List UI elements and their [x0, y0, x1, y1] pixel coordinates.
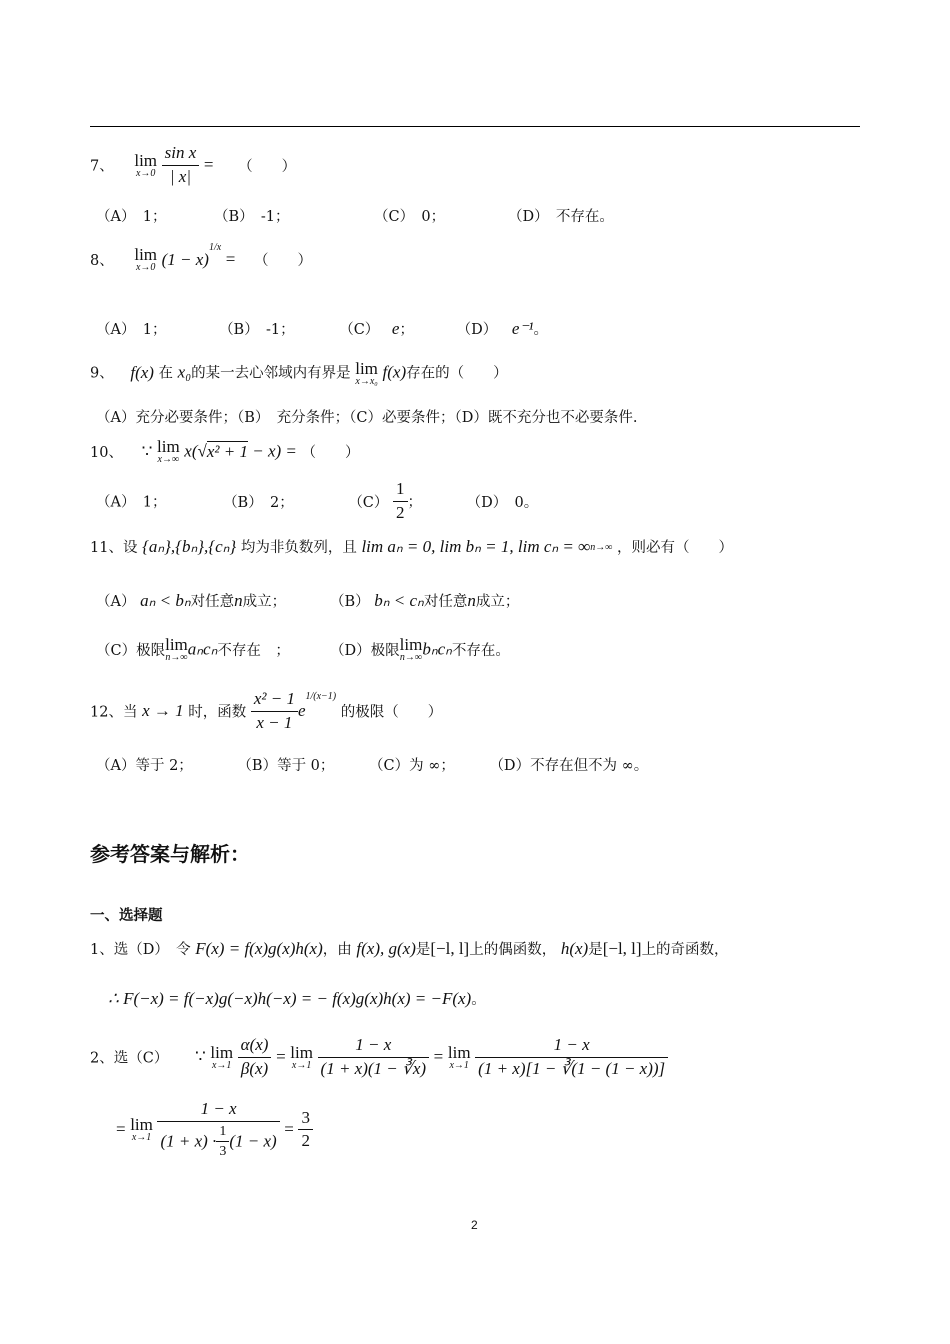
- q7-option-c: （C） 0；: [374, 209, 446, 225]
- answer-2-line-2: = lim x→1 1 − x (1 + x) · $\frac{1}{3}$ (1 − x) = $\frac{3}{2}$: [116, 1100, 313, 1159]
- q9-options: （A）充分必要条件；（B） 充分条件；（C）必要条件；（D）既不充分也不必要条件.: [96, 410, 638, 426]
- answer-blank: （ ）: [254, 253, 312, 269]
- q8-options: （A） 1； （B） -1； （C） e； （D） e⁻¹。: [96, 319, 548, 338]
- header-rule: [90, 126, 860, 127]
- answers-heading: 参考答案与解析：: [90, 842, 250, 866]
- question-10: 10、 ∵ lim x→∞ x(√x² + 1 − x) = （ ）: [90, 437, 360, 465]
- question-12: 12、当 x → 1 时，函数 $\frac{\text{x² − 1}}{x - 1}$ $e^{1/(x-1)}$ 的极限（ ）: [90, 689, 443, 732]
- q12-options: （A）等于 2； （B）等于 0； （C）为 ∞； （D）不存在但不为 ∞。: [96, 758, 649, 774]
- limit: lim x→0: [134, 245, 158, 273]
- page-number: 2: [471, 1218, 478, 1232]
- q11-option-a: （A） aₙ < bₙ对任意n成立；: [96, 591, 287, 610]
- answer-1-line-2: ∴ F(−x) = f(−x)g(−x)h(−x) = − f(x)g(x)h(x) = −F(x)。: [108, 989, 486, 1008]
- answer-1: 1、选（D） 令 F(x) = f(x)g(x)h(x)，由 f(x), g(x)是[−l, l]上的偶函数， h(x)是[−l, l]上的奇函数，: [90, 939, 729, 958]
- question-number: 8、: [90, 253, 114, 269]
- answer-2: 2、选（C） ∵ lim x→1 $\frac{\alpha(x)}{\beta(x)}$ = lim x→1 $\frac{1 - x}{(1 + x)(1 - ∛x)}$ = lim x→1 $\frac{1 - x}{(1 + x)[1 - ∛(1 - (1 - x))]}$: [90, 1036, 668, 1078]
- q11-option-c: （C）极限 lim n→∞ aₙcₙ不存在 ；: [96, 635, 290, 663]
- question-number: 7、: [90, 158, 114, 175]
- fraction: $\frac{\text{sin x}}{| x|}$: [162, 144, 200, 186]
- q7-option-d: （D） 不存在。: [508, 209, 614, 225]
- question-11: 11、设 {aₙ},{bₙ},{cₙ} 均为非负数列，且 lim aₙ = 0, lim bₙ = 1, lim cₙ = ∞ n→∞ ，则必有（ ）: [90, 537, 734, 556]
- question-8: 8、 lim x→0 $(1 - x)^{1/x}$ = （ ）: [90, 241, 312, 273]
- question-9: 9、 f(x) 在 x₀的某一去心邻域内有界是 lim x→x₀ f(x)存在的（ ）: [90, 359, 508, 387]
- q7-option-b: （B） -1；: [214, 209, 290, 225]
- q7-option-a: （A） 1；: [96, 209, 167, 225]
- question-7: 7、 lim x→0 $\frac{\text{sin x}}{| x|}$ = （ ）: [90, 143, 297, 186]
- q10-options: （A） 1； （B） 2； （C） $\frac{1}{2}$ ； （D） 0。: [96, 479, 539, 522]
- limit: lim x→0: [134, 150, 158, 179]
- q11-option-d: （D）极限 lim n→∞ bₙcₙ不存在。: [330, 635, 510, 663]
- q11-option-b: （B） bₙ < cₙ对任意n成立；: [330, 591, 520, 610]
- section-heading: 一、选择题: [90, 908, 163, 924]
- answer-blank: （ ）: [238, 158, 297, 175]
